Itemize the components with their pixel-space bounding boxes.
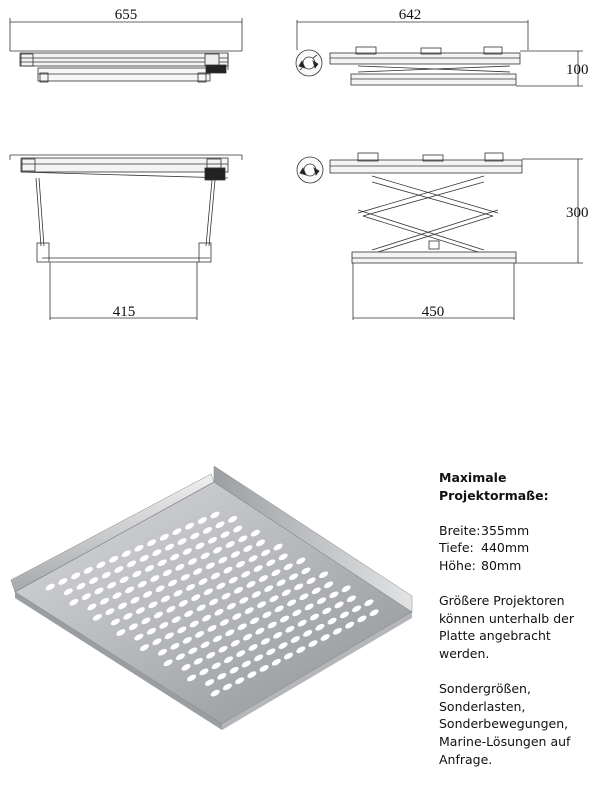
spec-row-height <box>439 557 599 575</box>
dim-top-right-height: 100 <box>566 62 589 78</box>
spec-value: 355mm <box>481 522 530 538</box>
note-line: können unterhalb der <box>439 610 574 626</box>
dim-top-right-width: 642 <box>398 7 422 23</box>
custom-line: Anfrage. <box>439 751 493 767</box>
view-top-left <box>10 18 242 82</box>
spec-value: 440mm <box>481 540 530 556</box>
spec-label: Breite: <box>439 522 481 538</box>
projector-specs <box>439 469 599 768</box>
note-line: werden. <box>439 645 490 661</box>
spec-value: 80mm <box>481 557 522 573</box>
spec-label: Tiefe: <box>439 540 474 556</box>
perforated-plate-render <box>11 466 412 730</box>
dim-bottom-right-height: 300 <box>566 205 589 221</box>
specs-title-line1: Maximale <box>439 470 507 485</box>
note-line: Größere Projektoren <box>439 593 565 609</box>
view-bottom-left <box>10 155 242 320</box>
custom-line: Sonderbewegungen, <box>439 716 569 732</box>
custom-line: Sondergrößen, <box>439 681 531 697</box>
spec-label: Höhe: <box>439 557 476 573</box>
dim-bottom-right-width: 450 <box>421 304 445 320</box>
view-top-right <box>296 20 583 86</box>
view-bottom-right <box>297 153 583 320</box>
custom-line: Sonderlasten, <box>439 698 526 714</box>
spec-row-depth <box>439 539 599 557</box>
dim-bottom-left-width: 415 <box>112 304 136 320</box>
note-line: Platte angebracht <box>439 628 551 644</box>
spec-row-width <box>439 522 599 540</box>
dim-top-left-width: 655 <box>114 7 138 23</box>
specs-title-line2: Projektormaße: <box>439 487 549 503</box>
custom-line: Marine-Lösungen auf <box>439 733 571 749</box>
